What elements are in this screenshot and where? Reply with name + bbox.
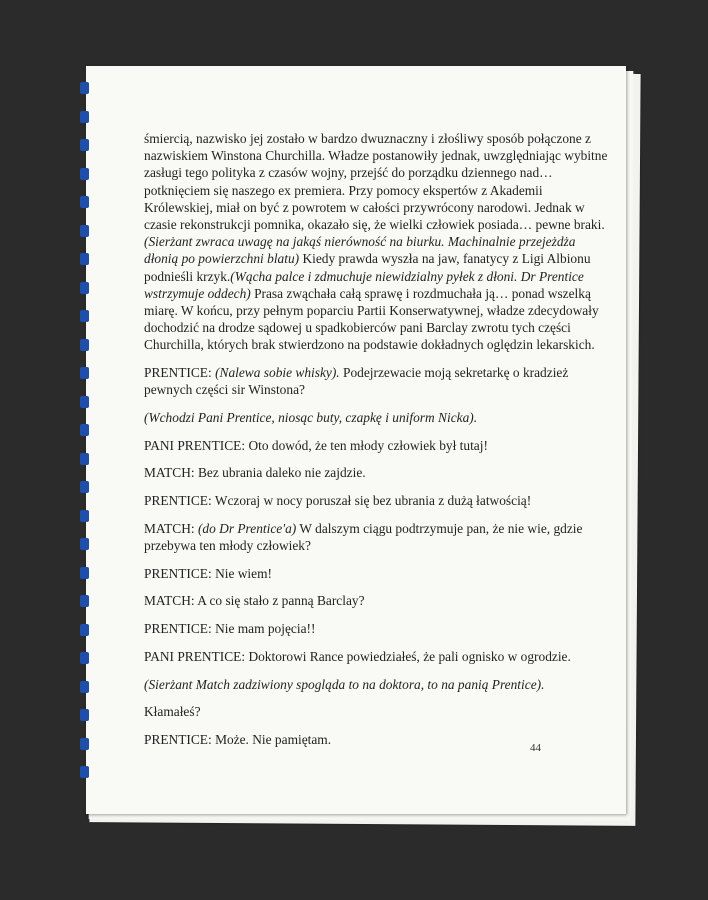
binding-ring bbox=[80, 82, 89, 94]
speaker-name: PANI PRENTICE: bbox=[144, 648, 246, 664]
binding-ring bbox=[80, 453, 89, 465]
stage-direction: (Sierżant zwraca uwagę na jakąś nierówność na biurku. Machinalnie przejeżdża dłonią po powierzchni blatu) bbox=[144, 234, 576, 267]
binding-ring bbox=[80, 139, 89, 151]
dialogue bbox=[144, 364, 612, 748]
binding-ring bbox=[80, 624, 89, 636]
binding-ring bbox=[80, 168, 89, 180]
binding-ring bbox=[80, 738, 89, 750]
dialogue-text: Nie wiem! bbox=[215, 565, 272, 581]
binding-ring bbox=[80, 709, 89, 721]
dialogue-text: Może. Nie pamiętam. bbox=[215, 731, 332, 747]
dialogue-line bbox=[144, 648, 612, 665]
dialogue-line bbox=[144, 409, 612, 426]
binding-ring bbox=[80, 225, 89, 237]
page-text bbox=[144, 130, 612, 759]
dialogue-text: Oto dowód, że ten młody człowiek był tutaj! bbox=[248, 437, 488, 453]
stage-direction: (do Dr Prentice'a) bbox=[197, 520, 297, 536]
speaker-name: PANI PRENTICE: bbox=[144, 437, 246, 453]
dialogue-line bbox=[144, 731, 612, 748]
narrative-text: Prasa zwąchała całą sprawę i rozdmuchała ją… ponad wszelką miarę. W końcu, przy pełnym poparciu Partii Konserwatywnej, władze zdecydowały dochodzić na drodze sądowej u spadkobierców pani Barclay zwrotu tych części Churchilla, których brak stwierdzono na podstawie dokładnych oględzin lekarskich. bbox=[144, 285, 599, 353]
binding-ring bbox=[80, 424, 89, 436]
dialogue-line bbox=[144, 592, 612, 609]
dialogue-text: W dalszym ciągu podtrzymuje pan, że nie wie, gdzie przebywa ten młody człowiek? bbox=[144, 520, 583, 554]
spiral-binding bbox=[78, 70, 94, 800]
binding-ring bbox=[80, 111, 89, 123]
dialogue-line bbox=[144, 565, 612, 582]
document-page bbox=[86, 66, 626, 814]
dialogue-line bbox=[144, 520, 612, 554]
dialogue-line bbox=[144, 620, 612, 637]
binding-ring bbox=[80, 196, 89, 208]
speaker-name: PRENTICE: bbox=[144, 365, 212, 381]
binding-ring bbox=[80, 681, 89, 693]
dialogue-text: Podejrzewacie moją sekretarkę o kradzież pewnych części sir Winstona? bbox=[144, 365, 569, 398]
binding-ring bbox=[80, 538, 89, 550]
binding-ring bbox=[80, 766, 89, 778]
dialogue-line bbox=[144, 492, 612, 509]
speaker-name: PRENTICE: bbox=[144, 565, 212, 581]
stage-direction: (Wchodzi Pani Prentice, niosąc buty, czapkę i uniform Nicka). bbox=[144, 410, 478, 426]
dialogue-line bbox=[144, 364, 612, 398]
dialogue-text: Bez ubrania daleko nie zajdzie. bbox=[197, 465, 366, 481]
speaker-name: MATCH: bbox=[144, 593, 195, 609]
binding-ring bbox=[80, 396, 89, 408]
narrative-text: Kiedy prawda wyszła na jaw, fanatycy z Ligi Albionu podnieśli krzyk. bbox=[144, 251, 591, 284]
binding-ring bbox=[80, 282, 89, 294]
dialogue-line bbox=[144, 464, 612, 481]
dialogue-line bbox=[144, 676, 612, 693]
narrative-paragraph bbox=[144, 130, 612, 354]
speaker-name: PRENTICE: bbox=[144, 493, 212, 509]
speaker-name: MATCH: bbox=[144, 465, 195, 481]
narrative-text: śmiercią, nazwisko jej zostało w bardzo dwuznaczny i złośliwy sposób połączone z nazwiskiem Winstona Churchilla. Władze postanowiły jednak, uwzględniając wybitne zasługi tego polityka z czasów wojny, przejść do porządku dziennego nad… potknięciem się naszego ex premiera. Przy pomocy ekspertów z Akademii Królewskiej, miał on być z powrotem w całości przywrócony narodowi. Jednak w czasie rekonstrukcji pomnika, okazało się, że wielki człowiek posiada… pewne braki. bbox=[144, 131, 608, 233]
dialogue-text: Kłamałeś? bbox=[144, 704, 201, 720]
binding-ring bbox=[80, 339, 89, 351]
dialogue-text: Wczoraj w nocy poruszał się bez ubrania z dużą łatwością! bbox=[214, 493, 532, 509]
page-number: 44 bbox=[530, 742, 541, 754]
speaker-name: MATCH: bbox=[144, 520, 195, 536]
dialogue-line bbox=[144, 703, 612, 720]
binding-ring bbox=[80, 310, 89, 322]
dialogue-text: Doktorowi Rance powiedziałeś, że pali ognisko w ogrodzie. bbox=[248, 648, 571, 664]
binding-ring bbox=[80, 567, 89, 579]
dialogue-text: Nie mam pojęcia!! bbox=[215, 621, 316, 637]
binding-ring bbox=[80, 595, 89, 607]
binding-ring bbox=[80, 652, 89, 664]
binding-ring bbox=[80, 510, 89, 522]
stage-direction: (Wącha palce i zdmuchuje niewidzialny pyłek z dłoni. Dr Prentice wstrzymuje oddech) bbox=[144, 268, 584, 301]
dialogue-line bbox=[144, 437, 612, 454]
speaker-name: PRENTICE: bbox=[144, 621, 212, 637]
dialogue-text: A co się stało z panną Barclay? bbox=[197, 593, 365, 609]
speaker-name: PRENTICE: bbox=[144, 731, 212, 747]
binding-ring bbox=[80, 253, 89, 265]
binding-ring bbox=[80, 481, 89, 493]
stage-direction: (Sierżant Match zadziwiony spogląda to na doktora, to na panią Prentice). bbox=[144, 676, 545, 692]
stage-direction: (Nalewa sobie whisky). bbox=[215, 365, 340, 381]
binding-ring bbox=[80, 367, 89, 379]
